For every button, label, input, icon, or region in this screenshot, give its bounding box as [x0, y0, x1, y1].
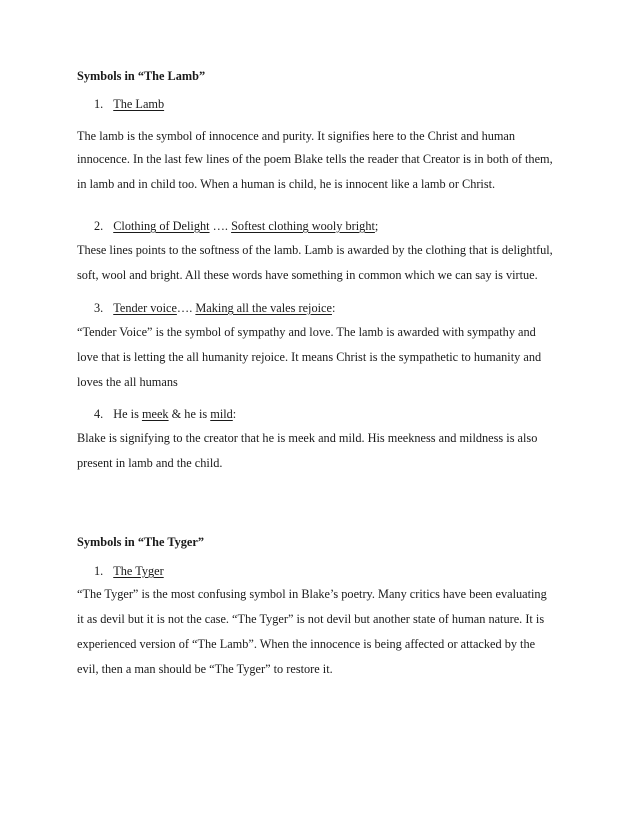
- title-part: :: [331, 301, 336, 315]
- title-part: mild: [210, 407, 233, 421]
- list-item-title: [94, 564, 164, 578]
- list-number: 1.: [94, 564, 104, 578]
- title-part: & he is: [168, 407, 211, 421]
- paragraph-line: it as devil but it is not the case. “The Tyger” is not devil but another state of human nature. It is: [77, 612, 545, 626]
- section-heading: Symbols in “The Lamb”: [77, 69, 206, 83]
- paragraph-line: love that is letting the all humanity rejoice. It means Christ is the sympathetic to humanity and: [77, 350, 542, 364]
- title-part: Clothing of Delight: [113, 219, 210, 233]
- list-number: 2.: [94, 219, 104, 233]
- title-part: Tender voice: [113, 301, 177, 315]
- paragraph-line: Blake is signifying to the creator that he is meek and mild. His meekness and mildness is also: [77, 431, 538, 445]
- paragraph-line: loves the all humans: [77, 375, 178, 389]
- title-part: The Lamb: [113, 97, 165, 111]
- list-item-title: [94, 407, 236, 421]
- paragraph-line: “Tender Voice” is the symbol of sympathy and love. The lamb is awarded with sympathy and: [77, 325, 536, 339]
- paragraph-line: in lamb and in child too. When a human is child, he is innocent like a lamb or Christ.: [77, 177, 496, 191]
- list-number: 1.: [94, 97, 104, 111]
- title-part: ;: [374, 219, 379, 233]
- list-item-title: [94, 219, 378, 233]
- title-part: :: [232, 407, 237, 421]
- paragraph-line: These lines points to the softness of the lamb. Lamb is awarded by the clothing that is delightful,: [77, 243, 553, 257]
- list-item-title: [94, 97, 164, 111]
- title-part: Making all the vales rejoice: [195, 301, 332, 315]
- paragraph-line: The lamb is the symbol of innocence and purity. It signifies here to the Christ and human: [77, 129, 516, 143]
- title-part: ….: [209, 219, 232, 233]
- paragraph-line: “The Tyger” is the most confusing symbol in Blake’s poetry. Many critics have been evaluating: [77, 587, 547, 601]
- paragraph-line: innocence. In the last few lines of the poem Blake tells the reader that Creator is in both of them,: [77, 152, 553, 166]
- title-part: He is: [113, 407, 142, 421]
- section-heading: Symbols in “The Tyger”: [77, 535, 204, 549]
- list-number: 4.: [94, 407, 104, 421]
- paragraph-line: soft, wool and bright. All these words have something in common which we can say is virtue.: [77, 268, 538, 282]
- title-part: The Tyger: [113, 564, 164, 578]
- title-part: meek: [141, 407, 169, 421]
- paragraph-line: evil, then a man should be “The Tyger” to restore it.: [77, 662, 333, 676]
- paragraph-line: present in lamb and the child.: [77, 456, 223, 470]
- list-number: 3.: [94, 301, 104, 315]
- list-item-title: [94, 301, 335, 315]
- paragraph-line: experienced version of “The Lamb”. When the innocence is being affected or attacked by the: [77, 637, 536, 651]
- title-part: Softest clothing wooly bright: [231, 219, 375, 233]
- title-part: ….: [176, 301, 196, 315]
